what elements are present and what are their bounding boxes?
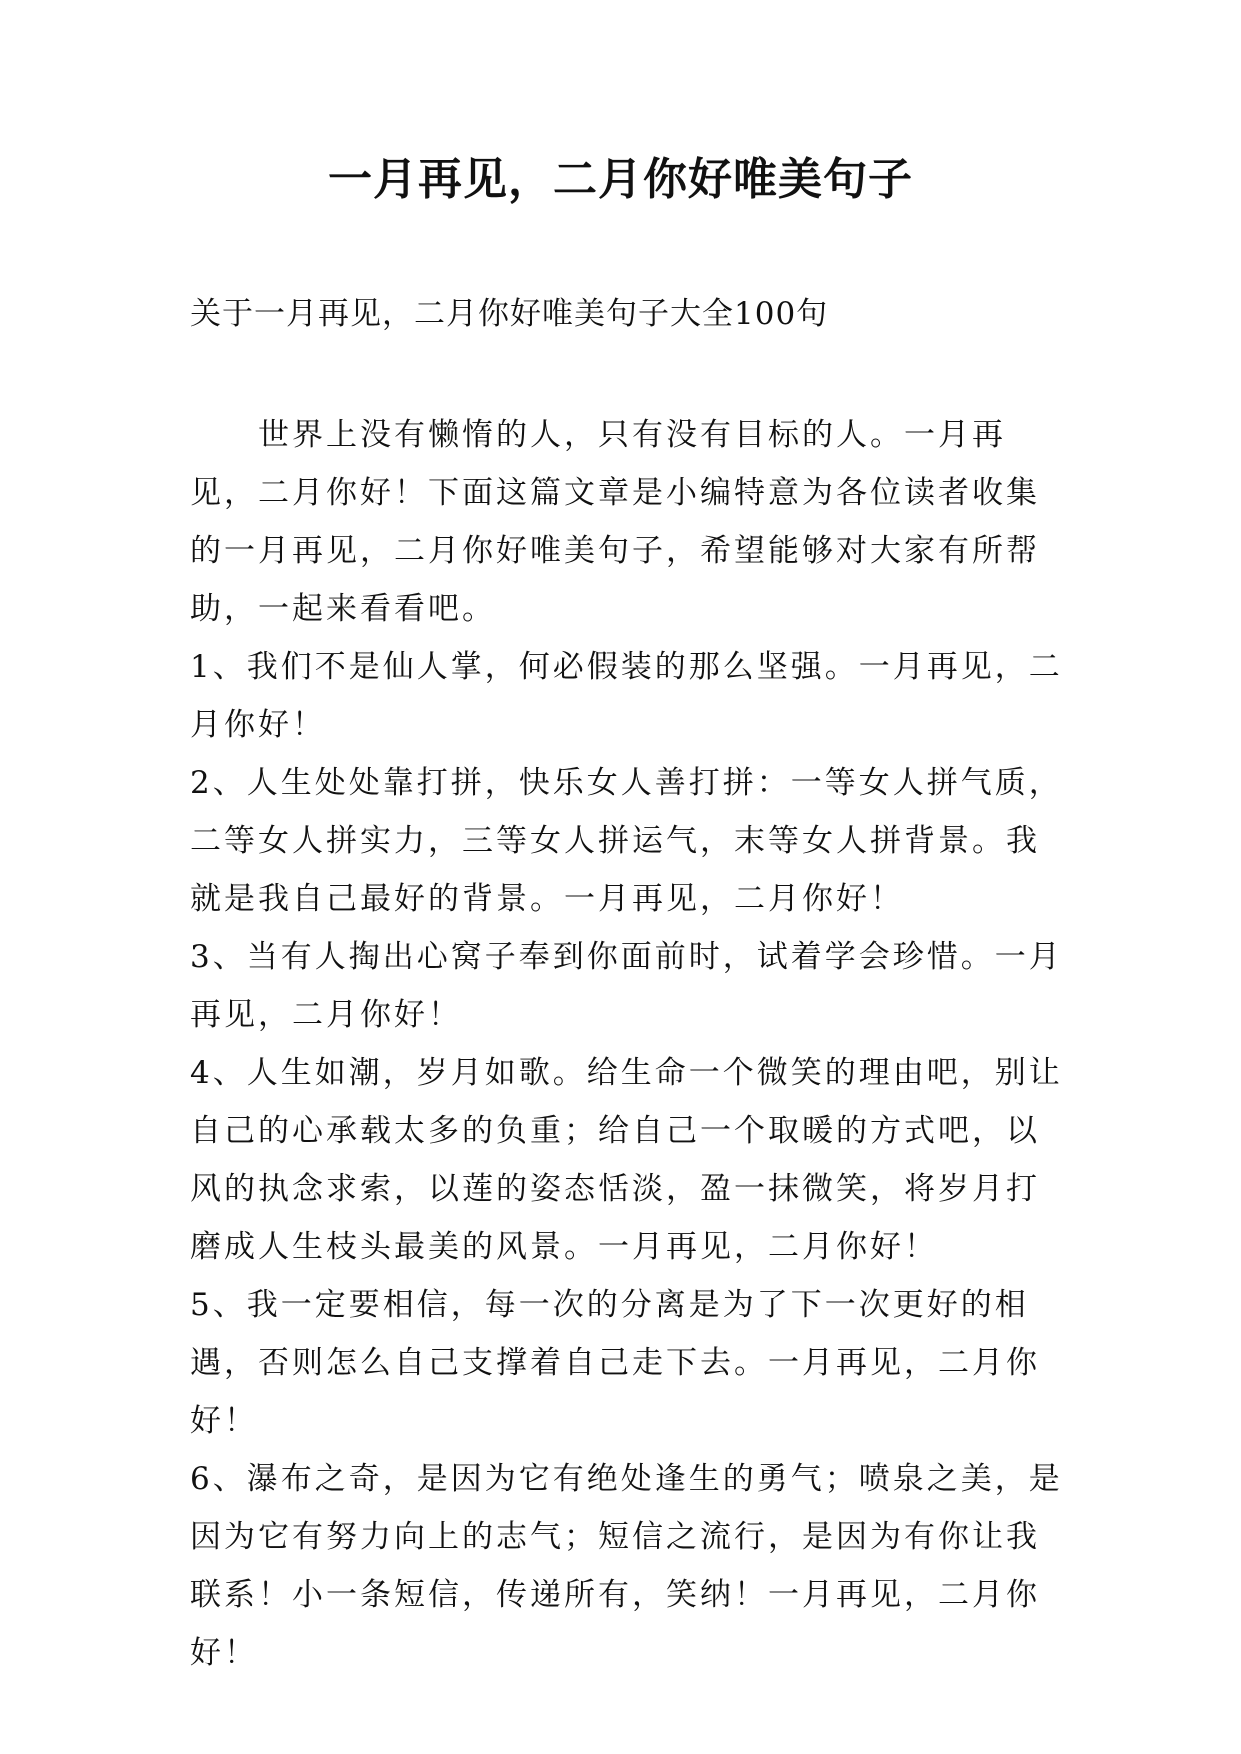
list-item: 2、人生处处靠打拼，快乐女人善打拼：一等女人拼气质，二等女人拼实力，三等女人拼运气，末等女人拼背景。我就是我自己最好的背景。一月再见，二月你好！: [190, 765, 1063, 917]
list-item: 3、当有人掏出心窝子奉到你面前时，试着学会珍惜。一月再见，二月你好！: [190, 939, 1063, 1033]
document-body: [190, 406, 1070, 1682]
intro-paragraph: 世界上没有懒惰的人，只有没有目标的人。一月再见，二月你好！下面这篇文章是小编特意为各位读者收集的一月再见，二月你好唯美句子，希望能够对大家有所帮助，一起来看看吧。: [190, 417, 1040, 627]
list-item: 6、瀑布之奇，是因为它有绝处逢生的勇气；喷泉之美，是因为它有努力向上的志气；短信之流行，是因为有你让我联系！小一条短信，传递所有，笑纳！一月再见，二月你好！: [190, 1461, 1063, 1671]
list-item: 5、我一定要相信，每一次的分离是为了下一次更好的相遇，否则怎么自己支撑着自己走下去。一月再见，二月你好！: [190, 1287, 1040, 1439]
list-item: 4、人生如潮，岁月如歌。给生命一个微笑的理由吧，别让自己的心承载太多的负重；给自己一个取暖的方式吧，以风的执念求索，以莲的姿态恬淡，盈一抹微笑，将岁月打磨成人生枝头最美的风景。一月再见，二月你好！: [190, 1055, 1063, 1265]
document-subtitle: 关于一月再见，二月你好唯美句子大全100句: [190, 296, 829, 332]
document-title: 一月再见，二月你好唯美句子: [328, 154, 913, 205]
list-item: 1、我们不是仙人掌，何必假装的那么坚强。一月再见，二月你好！: [190, 649, 1063, 743]
